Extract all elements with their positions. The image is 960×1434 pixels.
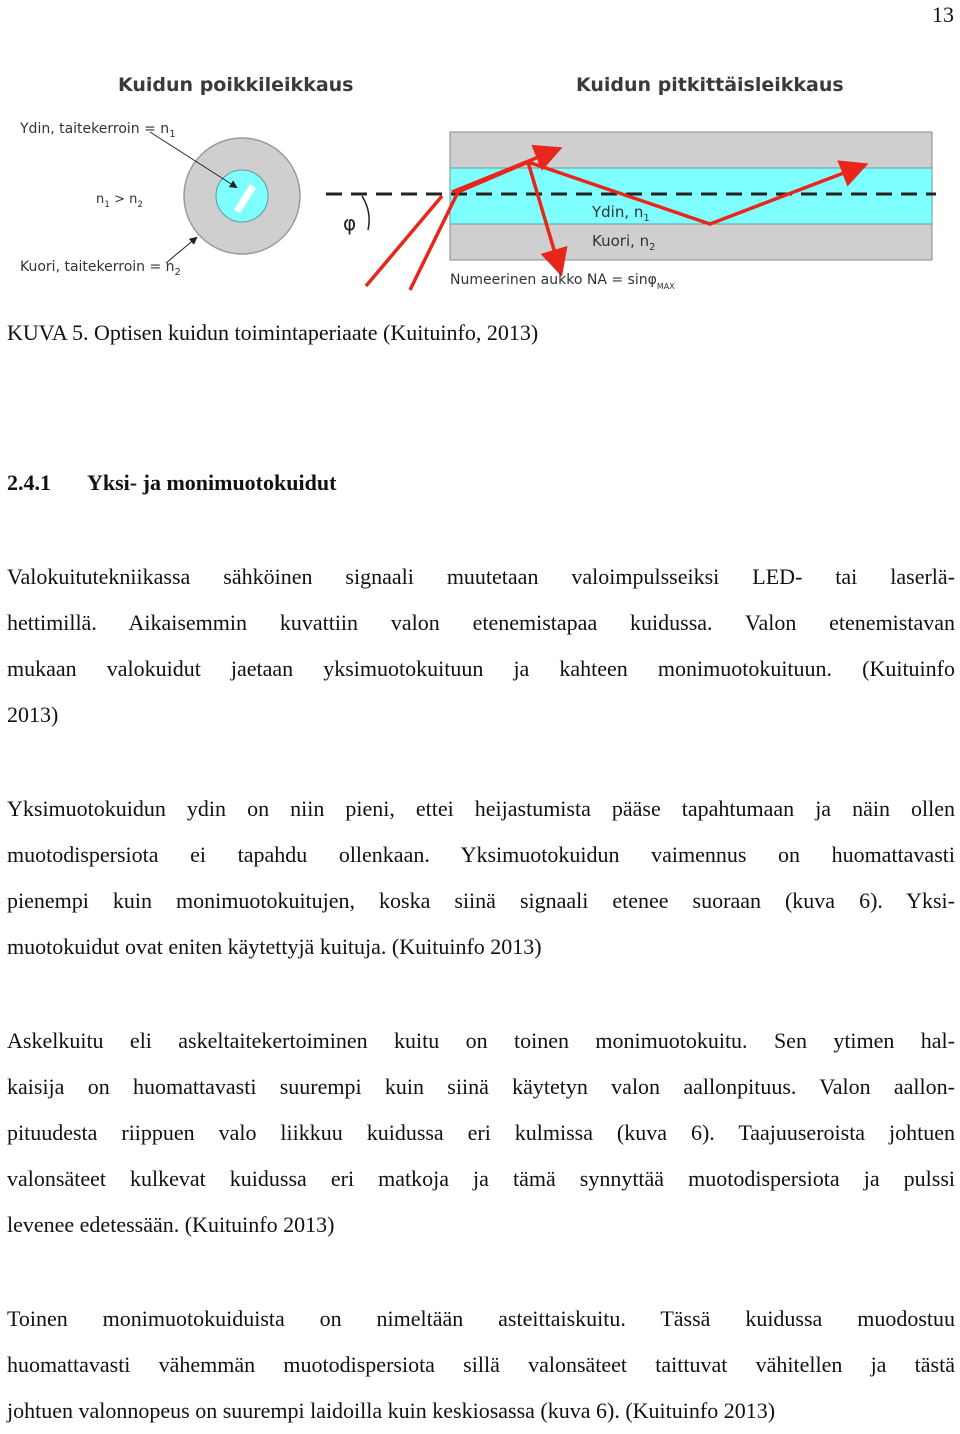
left-title: Kuidun poikkileikkaus <box>118 74 354 96</box>
cladding-n2-label: Kuori, $n_2$ <box>592 232 656 253</box>
paragraph-1 <box>7 554 955 738</box>
section-title: Yksi- ja monimuotokuidut <box>87 470 337 495</box>
core-label: Ydin, taitekerroin = $n_1$ <box>20 121 176 140</box>
cladding-label: Kuori, taitekerroin = $n_2$ <box>20 259 181 278</box>
text-line: Askelkuitu eli askeltaitekertoiminen kuitu on toinen monimuotokuitu. Sen ytimen hal- <box>7 1028 955 1053</box>
paragraph-4 <box>7 1296 955 1434</box>
text-line: Valokuitutekniikassa sähköinen signaali muutetaan valoimpulsseiksi LED- tai laserlä- <box>7 564 955 589</box>
section-heading <box>7 470 336 496</box>
text-line: hettimillä. Aikaisemmin kuvattiin valon etenemistapaa kuidussa. Valon etenemistavan <box>7 610 955 635</box>
text-line: huomattavasti vähemmän muotodispersiota sillä valonsäteet taittuvat vähitellen ja tästä <box>7 1352 955 1377</box>
text-line: levenee edetessään. (Kuituinfo 2013) <box>7 1212 335 1237</box>
section-number: 2.4.1 <box>7 470 51 495</box>
text-line: muotodispersiota ei tapahdu ollenkaan. Yksimuotokuidun vaimennus on huomattavasti <box>7 842 955 867</box>
text-line: muotokuidut ovat eniten käytettyjä kuituja. (Kuituinfo 2013) <box>7 934 542 959</box>
acceptance-angle-arc <box>362 196 369 230</box>
text-line: Toinen monimuotokuiduista on nimeltään asteittaiskuitu. Tässä kuidussa muodostuu <box>7 1306 955 1331</box>
text-line: pienempi kuin monimuotokuitujen, koska siinä signaali etenee suoraan (kuva 6). Yksi- <box>7 888 955 913</box>
core-band <box>450 168 932 224</box>
incident-ray-escaping <box>366 196 442 286</box>
core-n1-label: Ydin, $n_1$ <box>592 203 650 224</box>
right-title: Kuidun pitkittäisleikkaus <box>576 74 844 96</box>
core-circle <box>216 170 268 222</box>
paragraph-2 <box>7 786 955 970</box>
fiber-figure <box>0 60 960 300</box>
text-line: pituudesta riippuen valo liikkuu kuidussa eri kulmissa (kuva 6). Taajuuseroista johtuen <box>7 1120 955 1145</box>
fiber-diagram <box>0 60 960 300</box>
text-line: 2013) <box>7 702 59 727</box>
page-number: 13 <box>932 2 954 27</box>
phi-label: φ <box>343 211 357 235</box>
figure-caption: KUVA 5. Optisen kuidun toimintaperiaate (Kuituinfo, 2013) <box>7 320 539 345</box>
numerical-aperture-label: Numeerinen aukko NA = sinφ$_{MAX}$ <box>450 272 675 291</box>
cladding-pointer <box>166 238 196 263</box>
text-line: kaisija on huomattavasti suurempi kuin siinä käytetyn valon aallonpituus. Valon aallon- <box>7 1074 955 1099</box>
text-line: valonsäteet kulkevat kuidussa eri matkoja ja tämä synnyttää muotodispersiota ja pulssi <box>7 1166 955 1191</box>
text-line: Yksimuotokuidun ydin on niin pieni, ettei heijastumista pääse tapahtumaan ja näin ollen <box>7 796 955 821</box>
relation-label: $n_1 > n_2$ <box>96 192 144 210</box>
text-line: mukaan valokuidut jaetaan yksimuotokuituun ja kahteen monimuotokuituun. (Kuituinfo <box>7 656 955 681</box>
text-line: johtuen valonnopeus on suurempi laidoilla kuin keskiosassa (kuva 6). (Kuituinfo 2013) <box>7 1398 776 1423</box>
paragraph-3 <box>7 1018 955 1248</box>
